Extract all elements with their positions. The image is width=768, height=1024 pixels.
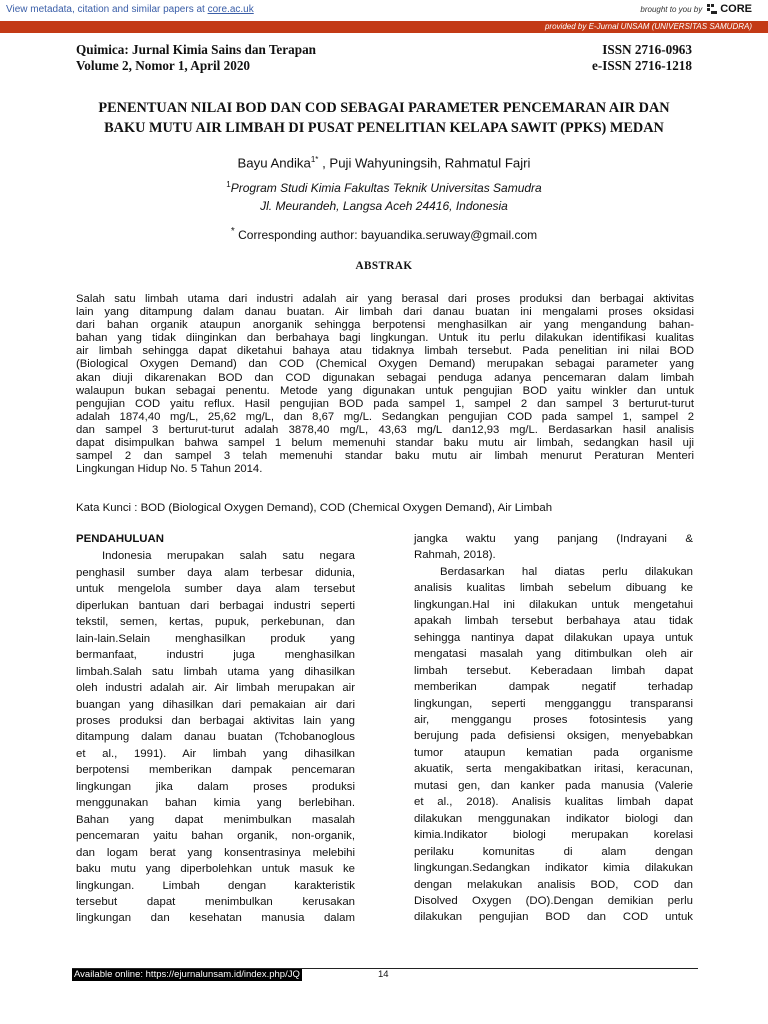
text-line: akan diuji dikarenakan BOD dan COD digunakan sebagai penduga adanya pencemaran dalam limbah: [76, 371, 694, 384]
text-line: et al., 2018). Analisis kualitas limbah dapat: [414, 796, 693, 809]
text-line: apakah limbah tersebut berbahaya atau tidak: [414, 615, 693, 628]
intro-left-column: [76, 531, 355, 927]
text-line: ditampung dalam danau buatan (Tchobanoglous: [76, 731, 355, 744]
section-heading: PENDAHULUAN: [76, 533, 164, 545]
journal-volume: Volume 2, Nomor 1, April 2020: [76, 58, 251, 73]
text-line: tumor ataupun kematian pada organisme: [414, 746, 693, 759]
core-brought-by[interactable]: [640, 3, 752, 15]
abstract-body: [76, 293, 694, 476]
text-line: memberikan dampak negatif terhadap: [414, 681, 693, 694]
title-line-2: BAKU MUTU AIR LIMBAH DI PUSAT PENELITIAN KELAPA SAWIT (PPKS) MEDAN: [104, 120, 664, 136]
text-line: Disolved Oxygen (DO).Dengan demikian perlu: [414, 894, 693, 907]
core-view-metadata: [6, 4, 254, 15]
journal-header-right: [592, 42, 692, 74]
text-line: analisis kualitas limbah sebelum dibuang ke: [414, 582, 693, 595]
text-line: berpotensi memberikan dampak pencemaran: [76, 764, 355, 777]
title-line-1: PENENTUAN NILAI BOD DAN COD SEBAGAI PARAMETER PENCEMARAN AIR DAN: [98, 100, 670, 116]
text-line: bahan yang tidak diinginkan dan berbahaya bagi lingkungan. Untuk itu perlu dilakukan identifikasi kualitas: [76, 332, 694, 345]
text-line: dan logam berat yang konsentrasinya melebihi: [76, 846, 355, 859]
text-line: Bahan yang dapat menimbulkan masalah: [76, 813, 355, 826]
text-line: lingkungan dan kesehatan manusia dalam: [76, 912, 355, 925]
authors-rest: , Puji Wahyuningsih, Rahmatul Fajri: [318, 155, 531, 171]
text-line: adalah 1874,40 mg/L, 25,62 mg/L, dan 8,67 mg/L. Sedangkan pengujian COD pada sampel 1, sampel 2: [76, 410, 694, 423]
footer-url[interactable]: Available online: https://ejurnalunsam.id/index.php/JQ: [74, 969, 300, 980]
corr-star: *: [230, 226, 235, 237]
text-line: lingkungan.Sedangkan indikator kimia dilakukan: [414, 862, 693, 875]
text-line: sampel 2 dan sampel 3 telah memenuhi standar baku mutu air limbah menurut Peraturan Menteri: [76, 450, 694, 463]
text-line: dengan melakukan analisis BOD, COD dan: [414, 878, 693, 891]
text-line: Salah satu limbah utama dari industri adalah air yang berasal dari proses produksi dan berbagai aktivitas: [76, 293, 694, 305]
text-line: Indonesia merupakan salah satu negara: [102, 550, 355, 563]
text-line: sehingga nantinya dapat dilakukan upaya untuk: [414, 631, 693, 644]
text-line: limbah tersebut. Keberadaan limbah dapat: [414, 664, 693, 677]
core-link[interactable]: core.ac.uk: [207, 4, 254, 15]
text-line: lain yang ditampung dalam danau buatan. Air limbah dari danau buatan ini mengalami proses oksidasi: [76, 306, 694, 319]
text-line: Lingkungan Hidup No. 5 Tahun 2014.: [76, 463, 263, 476]
journal-header-left: [76, 42, 316, 74]
text-line: dapat disimpulkan bahwa sampel 1 belum memenuhi standar baku mutu air limbah, sedangkan hasil uji: [76, 437, 694, 450]
text-line: akuatik, serta mengakibatkan iritasi, keracunan,: [414, 763, 693, 776]
text-line: air limbah sehingga dapat diketahui bahaya atau tidaknya limbah tersebut. Pada penelitian ini nilai BOD: [76, 345, 694, 358]
author-first: Bayu Andika: [237, 155, 311, 171]
text-line: mutasi gen, dan kanker pada manusia (Valerie: [414, 779, 693, 792]
text-line: mengatasi masalah yang ditimbulkan oleh air: [414, 648, 693, 661]
text-line: pencemaran yaitu bahan organik, non-organik,: [76, 830, 355, 843]
core-logo[interactable]: [706, 3, 752, 15]
provided-by-text: provided by E-Jurnal UNSAM (UNIVERSITAS SAMUDRA): [544, 22, 752, 31]
text-line: et al., 1991). Air limbah yang dihasilkan: [76, 747, 355, 760]
core-view-text: View metadata, citation and similar papers at: [6, 4, 208, 15]
core-logo-icon: [706, 3, 718, 15]
authors: [0, 155, 768, 170]
intro-right-column: [414, 531, 693, 926]
corr-text: Corresponding author: bayuandika.seruway@gmail.com: [234, 228, 538, 242]
text-line: kimia.Indikator biologi merupakan korelasi: [414, 829, 693, 842]
text-line: limbah.Salah satu limbah utama yang dihasilkan: [76, 665, 355, 678]
text-line: lingkungan. Limbah dengan karakteristik: [76, 879, 355, 892]
text-line: dilakukan pengujian BOD dan COD untuk: [414, 911, 693, 924]
text-line: berujung pada defisiensi oksigen, menyebabkan: [414, 730, 693, 743]
text-line: menggunakan bahan kimia yang berlebihan.: [76, 797, 355, 810]
affiliation: [0, 176, 768, 215]
page-number: 14: [378, 969, 389, 980]
paper-title: [60, 98, 708, 138]
text-line: dan sampel 3 berturut-turut adalah 3878,40 mg/L, 43,63 mg/L dan12,93 mg/L. Berdasarkan hasil analisis: [76, 423, 694, 436]
text-line: lingkungan.Hal ini dilakukan untuk mengetahui: [414, 598, 693, 611]
journal-name: Quimica: Jurnal Kimia Sains dan Terapan: [76, 42, 316, 57]
brought-text: brought to you by: [640, 4, 703, 14]
text-line: oleh industri adalah air. Air limbah merupakan air: [76, 682, 355, 695]
text-line: dilakukan menggunakan indikator biologi dan: [414, 812, 693, 825]
journal-issn: ISSN 2716-0963: [602, 42, 692, 57]
text-line: proses produksi dan berbagai aktivitas lain yang: [76, 714, 355, 727]
text-line: Berdasarkan hal diatas perlu dilakukan: [440, 565, 693, 578]
text-line: baku mutu yang diperbolehkan untuk masuk ke: [76, 863, 355, 876]
text-line: penghasil sumber daya alam terbesar didunia,: [76, 566, 355, 579]
text-line: lingkungan, seperti mengganggu transparansi: [414, 697, 693, 710]
text-line: air, menggangu proses fotosintesis yang: [414, 713, 693, 726]
journal-eissn: e-ISSN 2716-1218: [591, 58, 692, 73]
text-line: lain-lain.Selain menghasilkan produk yang: [76, 632, 355, 645]
text-line: (Biological Oxygen Demand) dan COD (Chemical Oxygen Demand) merupakan sebagai parameter yang: [76, 358, 694, 371]
text-line: jangka waktu yang panjang (Indrayani &: [414, 533, 693, 545]
text-line: perilaku komunitas di alam dengan: [414, 845, 693, 858]
text-line: lingkungan jika dalam proses produksi: [76, 780, 355, 793]
author-first-sup: 1*: [310, 155, 319, 164]
affil-line-1: Program Studi Kimia Fakultas Teknik Universitas Samudra: [230, 181, 542, 195]
text-line: buangan yang dihasilkan dari pemakaian air dari: [76, 698, 355, 711]
text-line: walaupun bukan sebagai penentu. Metode yang digunakan untuk pengujian BOD yaitu winkler dan untuk: [76, 384, 694, 397]
text-line: Rahmah, 2018).: [414, 549, 496, 562]
affil-sup: 1: [226, 180, 231, 189]
affil-line-2: Jl. Meurandeh, Langsa Aceh 24416, Indonesia: [260, 199, 508, 213]
text-line: dari bahan organik ataupun anorganik sehingga berpotensi menghasilkan air yang mengandung bahan-: [76, 319, 694, 332]
abstract-heading: ABSTRAK: [355, 260, 413, 272]
text-line: untuk mengelola sumber daya alam tersebut: [76, 583, 355, 596]
text-line: tersebut dapat menimbulkan kerusakan: [76, 895, 355, 908]
text-line: diperlukan bantuan dari berbagai industri seperti: [76, 599, 355, 612]
text-line: bermanfaat, industri juga menghasilkan: [76, 649, 355, 662]
text-line: pengujian COD yaitu reflux. Hasil pengujian BOD pada sampel 1, sampel 2 dan sampel 3 berturut-turut: [76, 397, 694, 410]
corresponding-author: [0, 226, 768, 242]
keywords: Kata Kunci : BOD (Biological Oxygen Demand), COD (Chemical Oxygen Demand), Air Limbah: [76, 502, 553, 514]
text-line: tekstil, semen, kertas, pupuk, perkebunan, dan: [76, 616, 355, 629]
core-logo-text: CORE: [720, 3, 752, 15]
provided-by-bar: [0, 21, 768, 33]
